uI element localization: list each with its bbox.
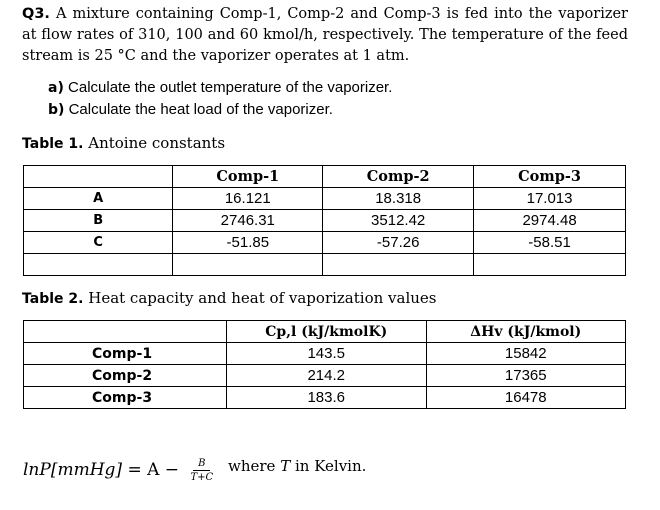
table-cell: 183.6 [226,387,426,409]
table-row [24,232,626,254]
table1-caption-label: Table 1. [22,136,84,152]
subquestion-b [48,101,333,118]
table-cell: 2974.48 [474,210,626,232]
subquestion-a-text: Calculate the outlet temperature of the vaporizer. [68,79,393,96]
table1-caption-text: Antoine constants [88,134,226,152]
table-cell: -58.51 [474,232,626,254]
note-suffix: in Kelvin. [290,457,367,475]
table-header-cell: Comp-1 [173,166,323,188]
table-cell: 17.013 [474,188,626,210]
table-header-row [24,321,626,343]
table-header-cell: ΔHv (kJ/kmol) [426,321,625,343]
table-row-label: C [24,232,173,254]
table-cell: 214.2 [226,365,426,387]
table-cell [173,254,323,276]
table-cell: 3512.42 [323,210,474,232]
fraction-denominator: T+C [190,471,214,483]
table-cell: 18.318 [323,188,474,210]
subquestion-a [48,79,392,96]
table-row-label: Comp-2 [24,365,227,387]
question-paragraph [22,4,628,67]
table-cell: 16478 [426,387,625,409]
table-row-label: B [24,210,173,232]
table-cell: 16.121 [173,188,323,210]
table-cell: 17365 [426,365,625,387]
table-row [24,188,626,210]
heat-capacity-table [23,320,626,409]
table-cell [474,254,626,276]
table2-caption [22,289,437,307]
note-prefix: where [228,457,281,475]
question-text: A mixture containing Comp-1, Comp-2 and Comp-3 is fed into the vaporizer at flow rates of 310, 100 and 60 kmol/h, respectively. The temperature of the feed stream is 25 °C and the vaporizer operates at 1 atm. [22,6,628,64]
table2-caption-label: Table 2. [22,291,84,307]
table-row [24,210,626,232]
equation-fraction [188,457,215,484]
table-row [24,387,626,409]
equation-note [228,457,366,475]
equation-lhs: lnP[mmHg] [23,460,123,480]
table-header-cell: Comp-3 [474,166,626,188]
table-cell: -51.85 [173,232,323,254]
fraction-numerator: B [193,457,210,471]
table-header-cell: Cp,l (kJ/kmolK) [226,321,426,343]
subquestion-b-label: b) [48,102,65,118]
equation-operator: = A − [122,460,185,480]
question-label: Q3. [22,6,50,22]
table-row-label: Comp-3 [24,387,227,409]
table-row-label: Comp-1 [24,343,227,365]
subquestion-a-label: a) [48,80,64,96]
table-cell [24,254,173,276]
table-cell [323,254,474,276]
table-cell: 143.5 [226,343,426,365]
table-cell: -57.26 [323,232,474,254]
antoine-constants-table [23,165,626,276]
table2-caption-text: Heat capacity and heat of vaporization values [88,289,437,307]
table-row [24,343,626,365]
table-empty-row [24,254,626,276]
table-header-row [24,166,626,188]
antoine-equation [23,450,217,490]
table1-caption [22,134,225,152]
table-cell: 2746.31 [173,210,323,232]
note-variable: T [280,457,291,475]
table-row-label: A [24,188,173,210]
table-header-cell [24,321,227,343]
subquestion-b-text: Calculate the heat load of the vaporizer. [68,101,333,118]
table-header-cell [24,166,173,188]
table-row [24,365,626,387]
table-header-cell: Comp-2 [323,166,474,188]
table-cell: 15842 [426,343,625,365]
